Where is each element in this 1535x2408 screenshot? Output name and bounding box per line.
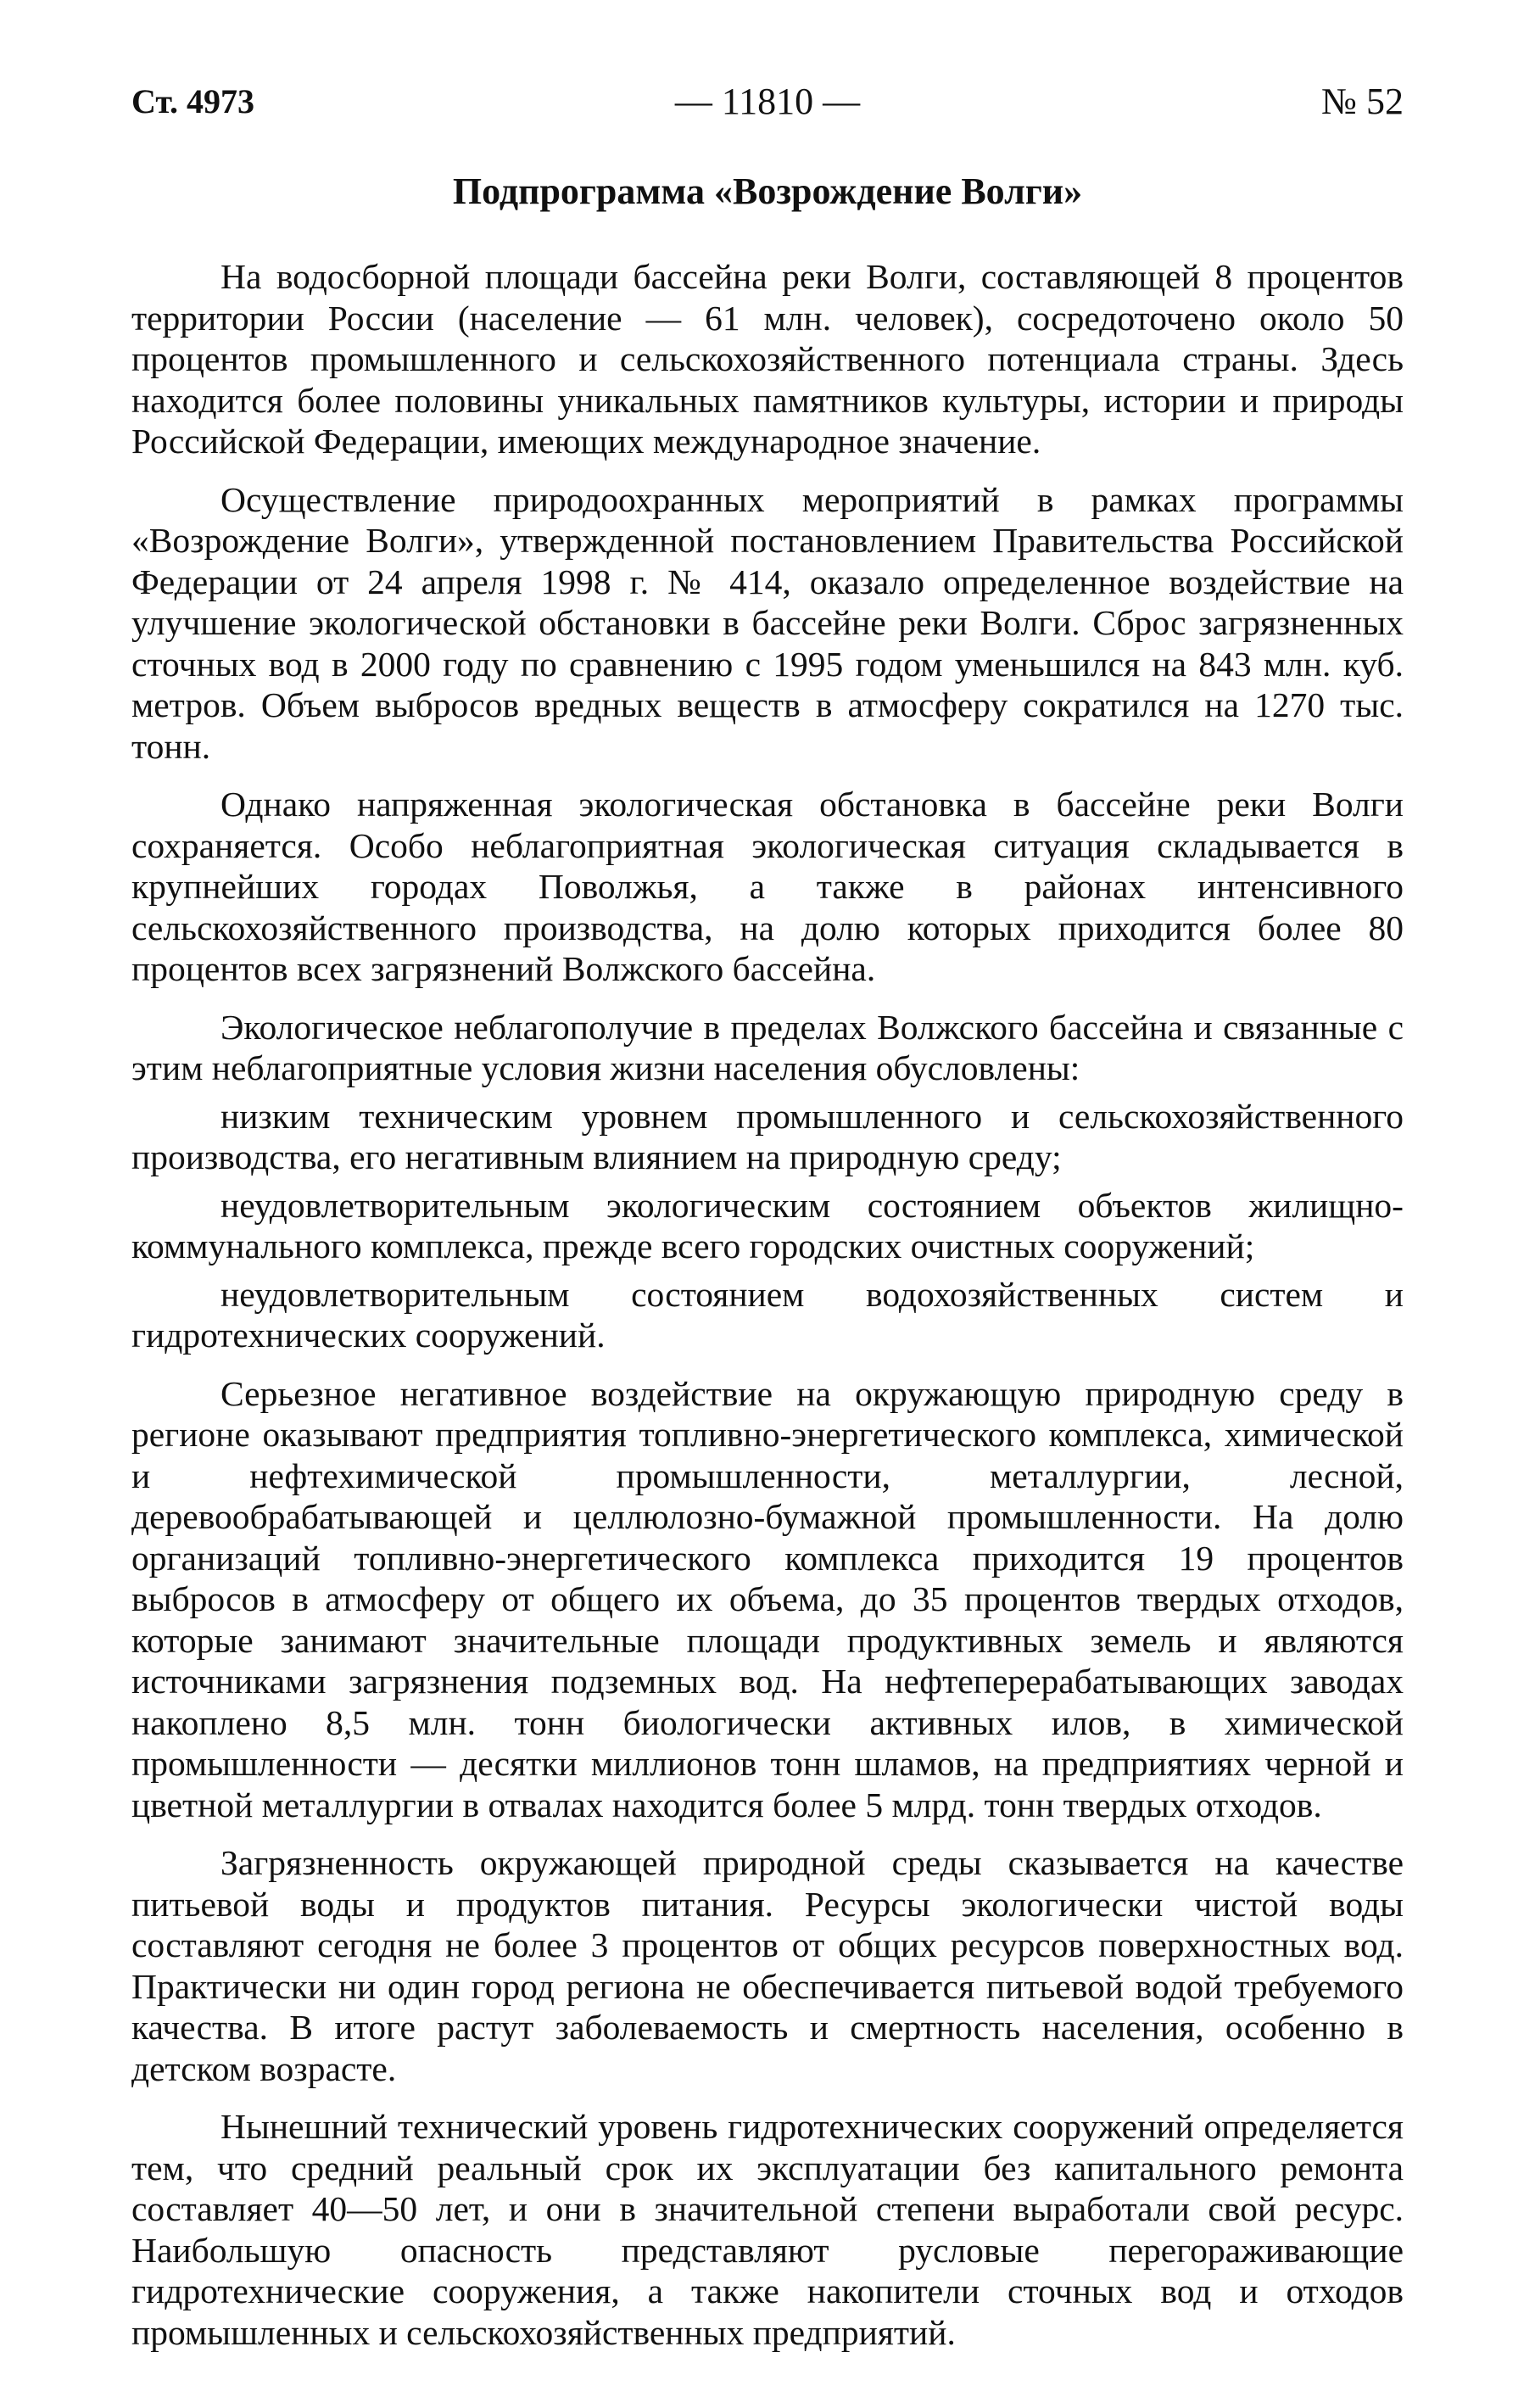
issue-number: № 52: [1321, 81, 1404, 122]
page-header: [131, 68, 1404, 136]
paragraph-7: Нынешний технический уровень гидротехнических сооружений определяется тем, что средний реальный срок их эксплуатации без капитального ремонта составляет 40—50 лет, и они в значительной степени выработали свой ресурс. Наибольшую опасность представляют русловые перегораживающие гидротехнические сооружения, а также накопители сточных вод и отходов промышленных и сельскохозяйственных предприятий.: [131, 2107, 1404, 2352]
paragraph-3: Однако напряженная экологическая обстановка в бассейне реки Волги сохраняется. Особо неблагоприятная экологическая ситуация складывается в крупнейших городах Поволжья, а также в районах интенсивного сельскохозяйственного производства, на долю которых приходится более 80 процентов всех загрязнений Волжского бассейна.: [131, 785, 1404, 988]
paragraph-2: Осуществление природоохранных мероприятий в рамках программы «Возрождение Волги», утвержденной постановлением Правительства Российской Федерации от 24 апреля 1998 г. № 414, оказало определенное воздействие на улучшение экологической обстановки в бассейне реки Волги. Сброс загрязненных сточных вод в 2000 году по сравнению с 1995 годом уменьшился на 843 млн. куб. метров. Объем выбросов вредных веществ в атмосферу сократился на 1270 тыс. тонн.: [131, 479, 1404, 766]
paragraph-1: На водосборной площади бассейна реки Волги, составляющей 8 процентов территории России (население — 61 млн. человек), сосредоточено около 50 процентов промышленного и сельскохозяйственного потенциала страны. Здесь находится более половины уникальных памятников культуры, истории и природы Российской Федерации, имеющих международное значение.: [131, 257, 1404, 461]
page-number: — 11810 —: [674, 81, 861, 122]
paragraph-6: Загрязненность окружающей природной среды сказывается на качестве питьевой воды и продуктов питания. Ресурсы экологически чистой воды составляют сегодня не более 3 процентов от общих ресурсов поверхностных вод. Практически ни один город региона не обеспечивается питьевой водой требуемого качества. В итоге растут заболеваемость и смертность населения, особенно в детском возрасте.: [131, 1843, 1404, 2088]
section-title: Подпрограмма «Возрождение Волги»: [452, 170, 1083, 212]
paragraph-5: Серьезное негативное воздействие на окружающую природную среду в регионе оказывают предприятия топливно-энергетического комплекса, химической и нефтехимической промышленности, металлургии, лесной, деревообрабатывающей и целлюлозно-бумажной промышленности. На долю организаций топливно-энергетического комплекса приходится 19 процентов выбросов в атмосферу от общего их объема, до 35 процентов твердых отходов, которые занимают значительные площади продуктивных земель и являются источниками загрязнения подземных вод. На нефтеперерабатывающих заводах накоплено 8,5 млн. тонн биологически активных илов, в химической промышленности — десятки миллионов тонн шламов, на предприятиях черной и цветной металлургии в отвалах находится более 5 млрд. тонн твердых отходов.: [131, 1373, 1404, 1824]
document-page: [131, 68, 1404, 2370]
list-item-1: низким техническим уровнем промышленного и сельскохозяйственного производства, его негативным влиянием на природную среду;: [131, 1096, 1404, 1176]
list-item-3: неудовлетворительным состоянием водохозяйственных систем и гидротехнических сооружений.: [131, 1274, 1404, 1355]
list-item-2: неудовлетворительным экологическим состоянием объектов жилищно-коммунального комплекса, прежде всего городских очистных сооружений;: [131, 1185, 1404, 1265]
article-number: Ст. 4973: [131, 82, 254, 120]
paragraph-4: Экологическое неблагополучие в пределах Волжского бассейна и связанные с этим неблагоприятные условия жизни населения обусловлены:: [131, 1007, 1404, 1087]
